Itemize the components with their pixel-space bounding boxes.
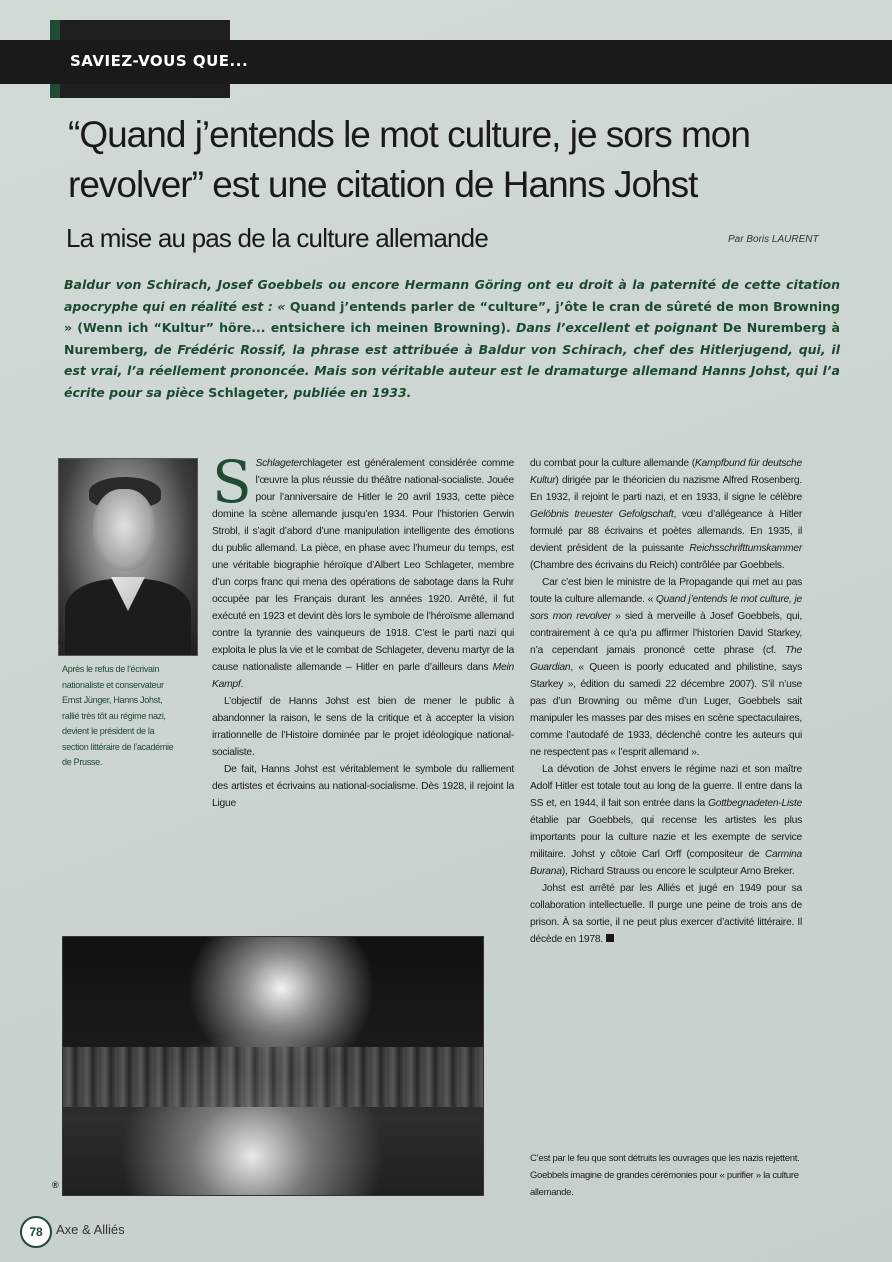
photo-credit-mark: ® (52, 1180, 59, 1190)
paragraph-text: ), Richard Strauss ou encore le sculpteur Arno Breker. (561, 866, 795, 877)
paragraph-text: » sied à merveille à Josef Goebbels, qui, contrairement à ce qu’a pu affirmer l’historien David Starkey, n’a cependant jamais prononcé cette phrase (cf. (530, 611, 802, 656)
portrait-caption: Après le refus de l’écrivain nationaliste et conservateur Ernst Jünger, Hanns Johst, rallié très tôt au régime nazi, devient le président de la section littéraire de l’académie de Prusse. (62, 664, 174, 767)
column-right (530, 455, 802, 948)
lead-quote: Quand j’entends parler de “culture”, j’ôte le cran de sûreté de mon Browning » (Wenn ich “Kultur” höre... entsichere ich meinen Browning). (64, 298, 840, 335)
photo-caption: C’est par le feu que sont détruits les ouvrages que les nazis rejettent. Goebbels imagine de grandes cérémonies pour « purifier » la culture allemande. (530, 1153, 800, 1198)
portrait-credit-mark: ® (58, 638, 65, 648)
newspaper-name: The Guardian (530, 645, 802, 673)
paragraph-text: ) dirigée par le théoricien du nazisme Alfred Rosenberg. En 1932, il rejoint le parti nazi, et en 1933, il signe le célèbre (530, 475, 802, 503)
league-name: Kampfbund für deutsche Kultur (530, 458, 802, 486)
quote-text: Quand j’entends le mot culture, je sors mon revolver (530, 594, 802, 622)
paragraph-text: , « Queen is poorly educated and philistine, says Starkey », édition du samedi 22 décembre 2007). S’il n’use pas d’un Browning ou même d’un Luger, Goebbels sait manipuler les masses par des mises en scène spectaculaires, comme l’autodafé de 1933, déclenché contre les auteurs qui ne respectent pas « l’esprit allemand ». (530, 662, 802, 758)
article-subtitle: La mise au pas de la culture allemande (66, 223, 488, 253)
book-burning-photo (62, 936, 484, 1196)
lead-film-title: De Nuremberg à Nuremberg (64, 320, 840, 357)
book-title: Mein Kampf (212, 662, 514, 690)
drop-cap: S (212, 448, 252, 516)
list-name: Gottbegnadeten-Liste (707, 798, 802, 809)
paragraph-text: Johst est arrêté par les Alliés et jugé en 1949 pour sa collaboration intellectuelle. Il purge une peine de trois ans de prison. À sa sortie, il ne peut plus exercer d’activité littéraire. Il décède en 1978. (530, 883, 802, 945)
paragraph (530, 880, 802, 948)
pledge-name: Gelöbnis treuester Gefolgschaft (530, 509, 674, 520)
lead-text: , publiée en 1933. (284, 384, 412, 400)
paragraph-text: du combat pour la culture allemande ( (530, 458, 695, 469)
paragraph-text: , vœu d’allégeance à Hitler formulé par 88 écrivains et poètes allemands. En 1935, il devient président de la puissante (530, 509, 802, 554)
paragraph-text: . (240, 679, 244, 690)
paragraph-text: (Chambre des écrivains du Reich) contrôlée par Goebbels. (530, 560, 785, 571)
article-headline: “Quand j’entends le mot culture, je sors mon revolver” est une citation de Hanns Johst (68, 114, 750, 205)
portrait-photo (58, 458, 198, 656)
page-number: 78 (20, 1216, 52, 1248)
section-label: SAVIEZ-VOUS QUE... (70, 52, 249, 70)
lead-play-title: Schlageter (208, 384, 285, 400)
magazine-name: Axe & Alliés (56, 1222, 125, 1237)
paragraph (530, 574, 802, 761)
work-title: Carmina Burana (530, 849, 802, 877)
chamber-name: Reichsschrifttumskammer (689, 543, 802, 554)
paragraph: L’objectif de Hanns Johst est bien de mener le public à abandonner la raison, le sens de la critique et à accepter la vision irrationnelle de l’Histoire dominée par le projet idéologique national-socialiste. (212, 696, 514, 758)
paragraph: De fait, Hanns Johst est véritablement le symbole du ralliement des artistes et écrivains au national-socialisme. Dès 1928, il rejoint la Ligue (212, 764, 514, 809)
lead-text: Dans l’excellent et poignant (510, 320, 723, 335)
paragraph-text: chlageter est généralement considérée comme l’œuvre la plus réussie du théâtre national-socialiste. Jouée pour l’anniversaire de Hitler le 20 avril 1933, cette pièce domine la scène allemande jusqu’en 1934. Pour l’historien Gerwin Strobl, il s’agit d’abord d’une manipulation intelligente des émotions du public allemand. La pièce, en phase avec l’humeur du temps, est une véritable biographie héroïque d’Albert Leo Schlageter, membre d’un corps franc qui mena des opérations de sabotage dans la Ruhr occupée par les Français durant les années 1920. Arrêté, il fut exécuté en 1923 et devint dès lors le symbole de l’héroïsme allemand contre la tyrannie des vainqueurs de 1918. C’est le parti nazi qui exploita le plus la vie et le combat de Schlageter, devenu martyr de la cause nationaliste allemande – Hitler en parle d’ailleurs dans (212, 458, 514, 673)
lead-text: Baldur von Schirach, Josef Goebbels ou encore Hermann Göring ont eu droit à la paternité de cette citation apocryphe qui en réalité est : « (64, 277, 840, 314)
paragraph-text: La dévotion de Johst envers le régime nazi et son maître Adolf Hitler est totale tout au long de la guerre. Il entre dans la SS et, en 1944, il fait son entrée dans la (530, 764, 802, 809)
portrait-face (93, 489, 155, 571)
article-byline: Par Boris LAURENT (728, 234, 819, 245)
paragraph (530, 761, 802, 880)
paragraph-text: établie par Goebbels, qui recense les artistes les plus importants pour la culture nazie et les exempte de service militaire. Johst y côtoie Carl Orff (compositeur de (530, 815, 802, 860)
end-mark-icon (606, 934, 614, 942)
paragraph (530, 455, 802, 574)
article-lead (64, 274, 840, 403)
play-title: Schlageter (255, 458, 303, 469)
lead-text: , de Frédéric Rossif, la phrase est attribuée à Baldur von Schirach, chef des Hitlerjugend, qui, il est vrai, l’a réellement prononcée. Mais son véritable auteur est le dramaturge allemand Hanns Johst, qui l’a écrite pour sa pièce (64, 341, 840, 400)
paragraph-text: Car c’est bien le ministre de la Propagande qui met au pas toute la culture allemande. « (530, 577, 802, 605)
column-middle (212, 448, 514, 812)
paragraph (212, 448, 514, 693)
photo-crowd (63, 1047, 483, 1107)
